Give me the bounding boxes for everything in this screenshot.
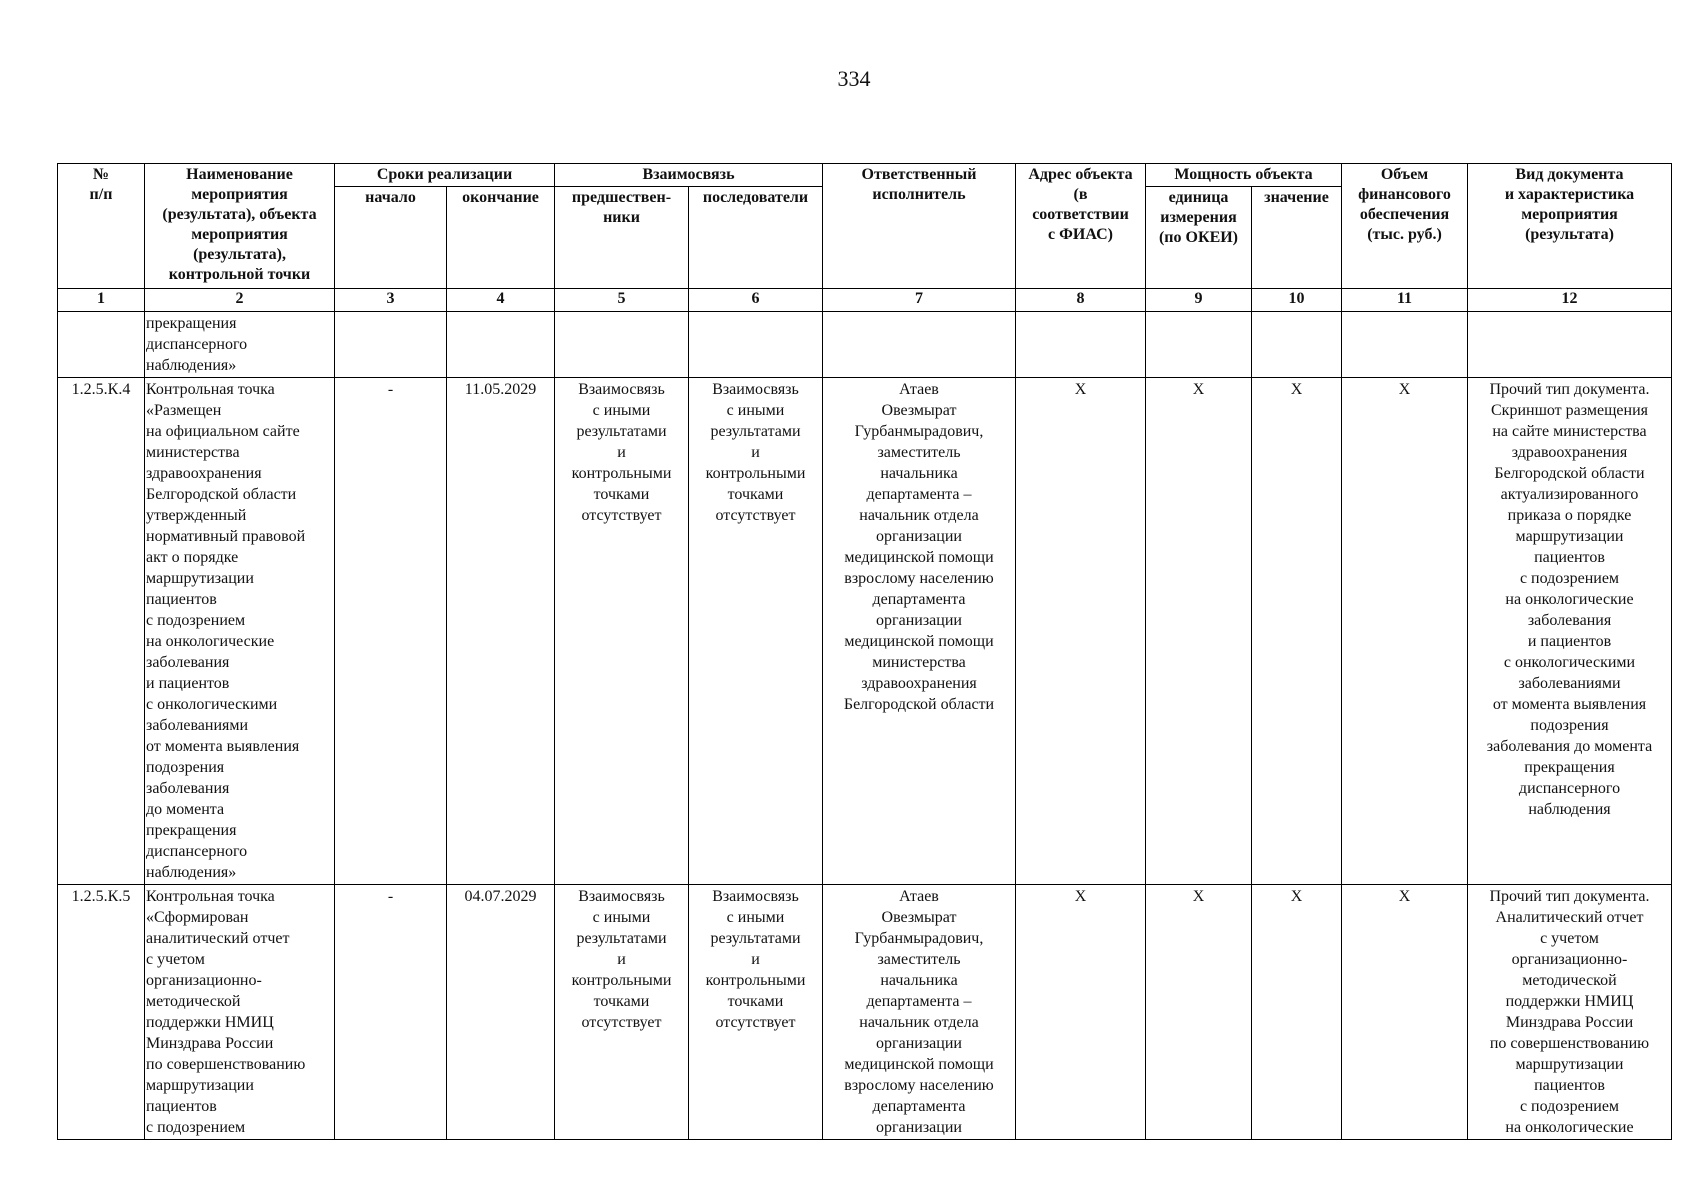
header-capacity: Мощность объекта	[1146, 164, 1342, 187]
table-row	[58, 378, 1672, 885]
row-end	[447, 312, 555, 378]
row-successors: Взаимосвязь с иными результатами и контрольными точками отсутствует	[689, 378, 823, 885]
column-number: 6	[689, 289, 823, 312]
column-number: 3	[335, 289, 447, 312]
row-address	[1016, 312, 1146, 378]
column-number: 4	[447, 289, 555, 312]
column-number: 9	[1146, 289, 1252, 312]
row-no: 1.2.5.К.4	[58, 378, 145, 885]
table-row	[58, 312, 1672, 378]
header-finance: Объем финансового обеспечения (тыс. руб.)	[1342, 164, 1468, 289]
header-name: Наименование мероприятия (результата), объекта мероприятия (результата), контрольной точки	[145, 164, 335, 289]
column-number: 10	[1252, 289, 1342, 312]
column-number: 7	[823, 289, 1016, 312]
header-row-1	[58, 164, 1672, 187]
column-numbers-row	[58, 289, 1672, 312]
row-name: Контрольная точка «Сформирован аналитический отчет с учетом организационно- методической поддержки НМИЦ Минздрава России по совершенствованию маршрутизации пациентов с подозрением	[145, 885, 335, 1140]
header-relation: Взаимосвязь	[555, 164, 823, 187]
header-end: окончание	[447, 187, 555, 289]
row-value	[1252, 312, 1342, 378]
column-number: 8	[1016, 289, 1146, 312]
row-start	[335, 312, 447, 378]
plan-table	[57, 163, 1672, 1140]
column-number: 12	[1468, 289, 1672, 312]
header-unit: единица измерения (по ОКЕИ)	[1146, 187, 1252, 289]
row-end: 11.05.2029	[447, 378, 555, 885]
header-no: № п/п	[58, 164, 145, 289]
row-no	[58, 312, 145, 378]
row-successors: Взаимосвязь с иными результатами и контрольными точками отсутствует	[689, 885, 823, 1140]
row-predecessors: Взаимосвязь с иными результатами и контрольными точками отсутствует	[555, 885, 689, 1140]
page-number: 334	[837, 66, 871, 91]
row-responsible: Атаев Овезмырат Гурбанмырадович, заместитель начальника департамента – начальник отдела организации медицинской помощи взрослому населению департамента организации медицинской помощи министерства здравоохранения Белгородской области	[823, 378, 1016, 885]
row-value: X	[1252, 378, 1342, 885]
row-finance	[1342, 312, 1468, 378]
header-doc: Вид документа и характеристика мероприятия (результата)	[1468, 164, 1672, 289]
row-doc: Прочий тип документа. Аналитический отчет с учетом организационно- методической поддержки НМИЦ Минздрава России по совершенствованию маршрутизации пациентов с подозрением на онкологические	[1468, 885, 1672, 1140]
row-doc: Прочий тип документа. Скриншот размещения на сайте министерства здравоохранения Белгородской области актуализированного приказа о порядке маршрутизации пациентов с подозрением на онкологические заболевания и пациентов с онкологическими заболеваниями от момента выявления подозрения заболевания до момента прекращения диспансерного наблюдения	[1468, 378, 1672, 885]
row-finance: X	[1342, 378, 1468, 885]
header-start: начало	[335, 187, 447, 289]
header-address: Адрес объекта (в соответствии с ФИАС)	[1016, 164, 1146, 289]
row-unit: X	[1146, 378, 1252, 885]
row-name: Контрольная точка «Размещен на официальном сайте министерства здравоохранения Белгородской области утвержденный нормативный правовой акт о порядке маршрутизации пациентов с подозрением на онкологические заболевания и пациентов с онкологическими заболеваниями от момента выявления подозрения заболевания до момента прекращения диспансерного наблюдения»	[145, 378, 335, 885]
column-number: 1	[58, 289, 145, 312]
row-responsible	[823, 312, 1016, 378]
row-responsible: Атаев Овезмырат Гурбанмырадович, заместитель начальника департамента – начальник отдела организации медицинской помощи взрослому населению департамента организации	[823, 885, 1016, 1140]
row-unit	[1146, 312, 1252, 378]
row-address: X	[1016, 378, 1146, 885]
row-doc	[1468, 312, 1672, 378]
row-successors	[689, 312, 823, 378]
column-number: 2	[145, 289, 335, 312]
row-start: -	[335, 885, 447, 1140]
table-row	[58, 885, 1672, 1140]
header-terms: Сроки реализации	[335, 164, 555, 187]
row-value: X	[1252, 885, 1342, 1140]
row-predecessors: Взаимосвязь с иными результатами и контрольными точками отсутствует	[555, 378, 689, 885]
header-predecessors: предшествен- ники	[555, 187, 689, 289]
row-start: -	[335, 378, 447, 885]
column-number: 5	[555, 289, 689, 312]
row-no: 1.2.5.К.5	[58, 885, 145, 1140]
row-unit: X	[1146, 885, 1252, 1140]
row-address: X	[1016, 885, 1146, 1140]
row-finance: X	[1342, 885, 1468, 1140]
header-successors: последователи	[689, 187, 823, 289]
header-value: значение	[1252, 187, 1342, 289]
header-responsible: Ответственный исполнитель	[823, 164, 1016, 289]
column-number: 11	[1342, 289, 1468, 312]
row-predecessors	[555, 312, 689, 378]
row-end: 04.07.2029	[447, 885, 555, 1140]
row-name: прекращения диспансерного наблюдения»	[145, 312, 335, 378]
